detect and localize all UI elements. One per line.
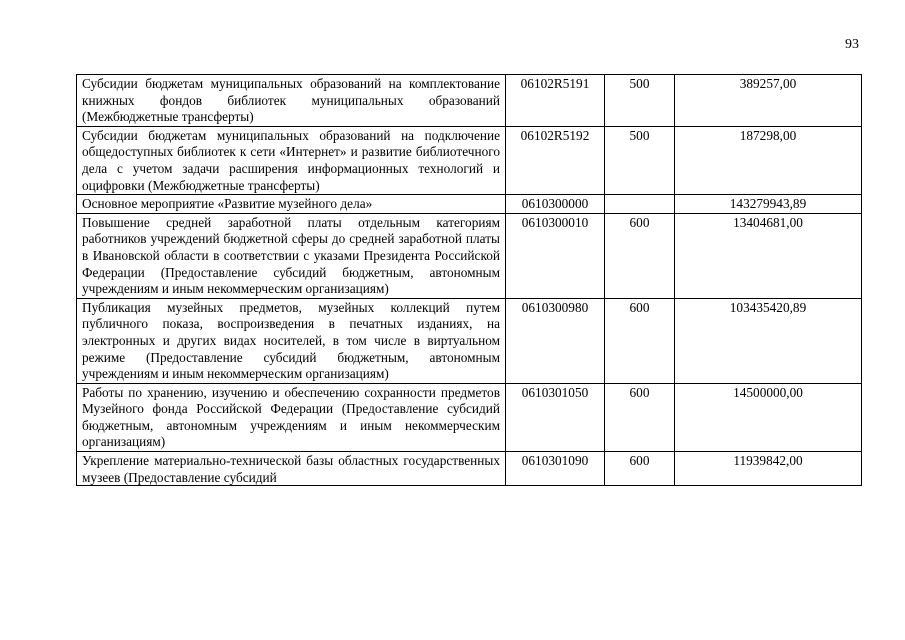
- table-row: [77, 298, 862, 383]
- table-row: [77, 195, 862, 214]
- row-name: Субсидии бюджетам муниципальных образований на подключение общедоступных библиотек к сети «Интернет» и развитие библиотечного дела с учетом задачи расширения информационных технологий и оцифровки (Межбюджетные трансферты): [77, 126, 506, 194]
- table-row: [77, 213, 862, 298]
- row-code: 0610300010: [506, 213, 605, 298]
- table-row: [77, 452, 862, 486]
- row-amount: 187298,00: [675, 126, 862, 194]
- row-amount: 11939842,00: [675, 452, 862, 486]
- row-name: Работы по хранению, изучению и обеспечению сохранности предметов Музейного фонда Российской Федерации (Предоставление субсидий бюджетным, автономным учреждениям и иным некоммерческим организациям): [77, 383, 506, 451]
- row-type: 500: [605, 75, 675, 127]
- row-name: Субсидии бюджетам муниципальных образований на комплектование книжных фондов библиотек муниципальных образований (Межбюджетные трансферты): [77, 75, 506, 127]
- row-name: Основное мероприятие «Развитие музейного дела»: [77, 195, 506, 214]
- row-amount: 13404681,00: [675, 213, 862, 298]
- row-type: 600: [605, 213, 675, 298]
- row-name-text: Укрепление материально-технической базы областных государственных музеев (Предоставление субсидий: [82, 453, 500, 485]
- row-code: 0610300980: [506, 298, 605, 383]
- row-code: 0610301050: [506, 383, 605, 451]
- row-type: 600: [605, 298, 675, 383]
- row-amount: 143279943,89: [675, 195, 862, 214]
- table-row: [77, 383, 862, 451]
- row-code: 0610301090: [506, 452, 605, 486]
- row-type: 600: [605, 452, 675, 486]
- table-row: [77, 75, 862, 127]
- row-code: 0610300000: [506, 195, 605, 214]
- row-name: [77, 452, 506, 486]
- row-amount: 14500000,00: [675, 383, 862, 451]
- page-number: 93: [845, 37, 859, 52]
- row-type: 500: [605, 126, 675, 194]
- row-type: [605, 195, 675, 214]
- row-code: 06102R5192: [506, 126, 605, 194]
- budget-table: [76, 74, 862, 486]
- row-type: 600: [605, 383, 675, 451]
- table-row: [77, 126, 862, 194]
- row-name: Повышение средней заработной платы отдельным категориям работников учреждений бюджетной сферы до средней заработной платы в Ивановской области в соответствии с указами Президента Российской Федерации (Предоставление субсидий бюджетным, автономным учреждениям и иным некоммерческим организациям): [77, 213, 506, 298]
- row-amount: 103435420,89: [675, 298, 862, 383]
- row-amount: 389257,00: [675, 75, 862, 127]
- row-code: 06102R5191: [506, 75, 605, 127]
- row-name: Публикация музейных предметов, музейных коллекций путем публичного показа, воспроизведения в печатных изданиях, на электронных и других видах носителей, в том числе в виртуальном режиме (Предоставление субсидий бюджетным, автономным учреждениям и иным некоммерческим организациям): [77, 298, 506, 383]
